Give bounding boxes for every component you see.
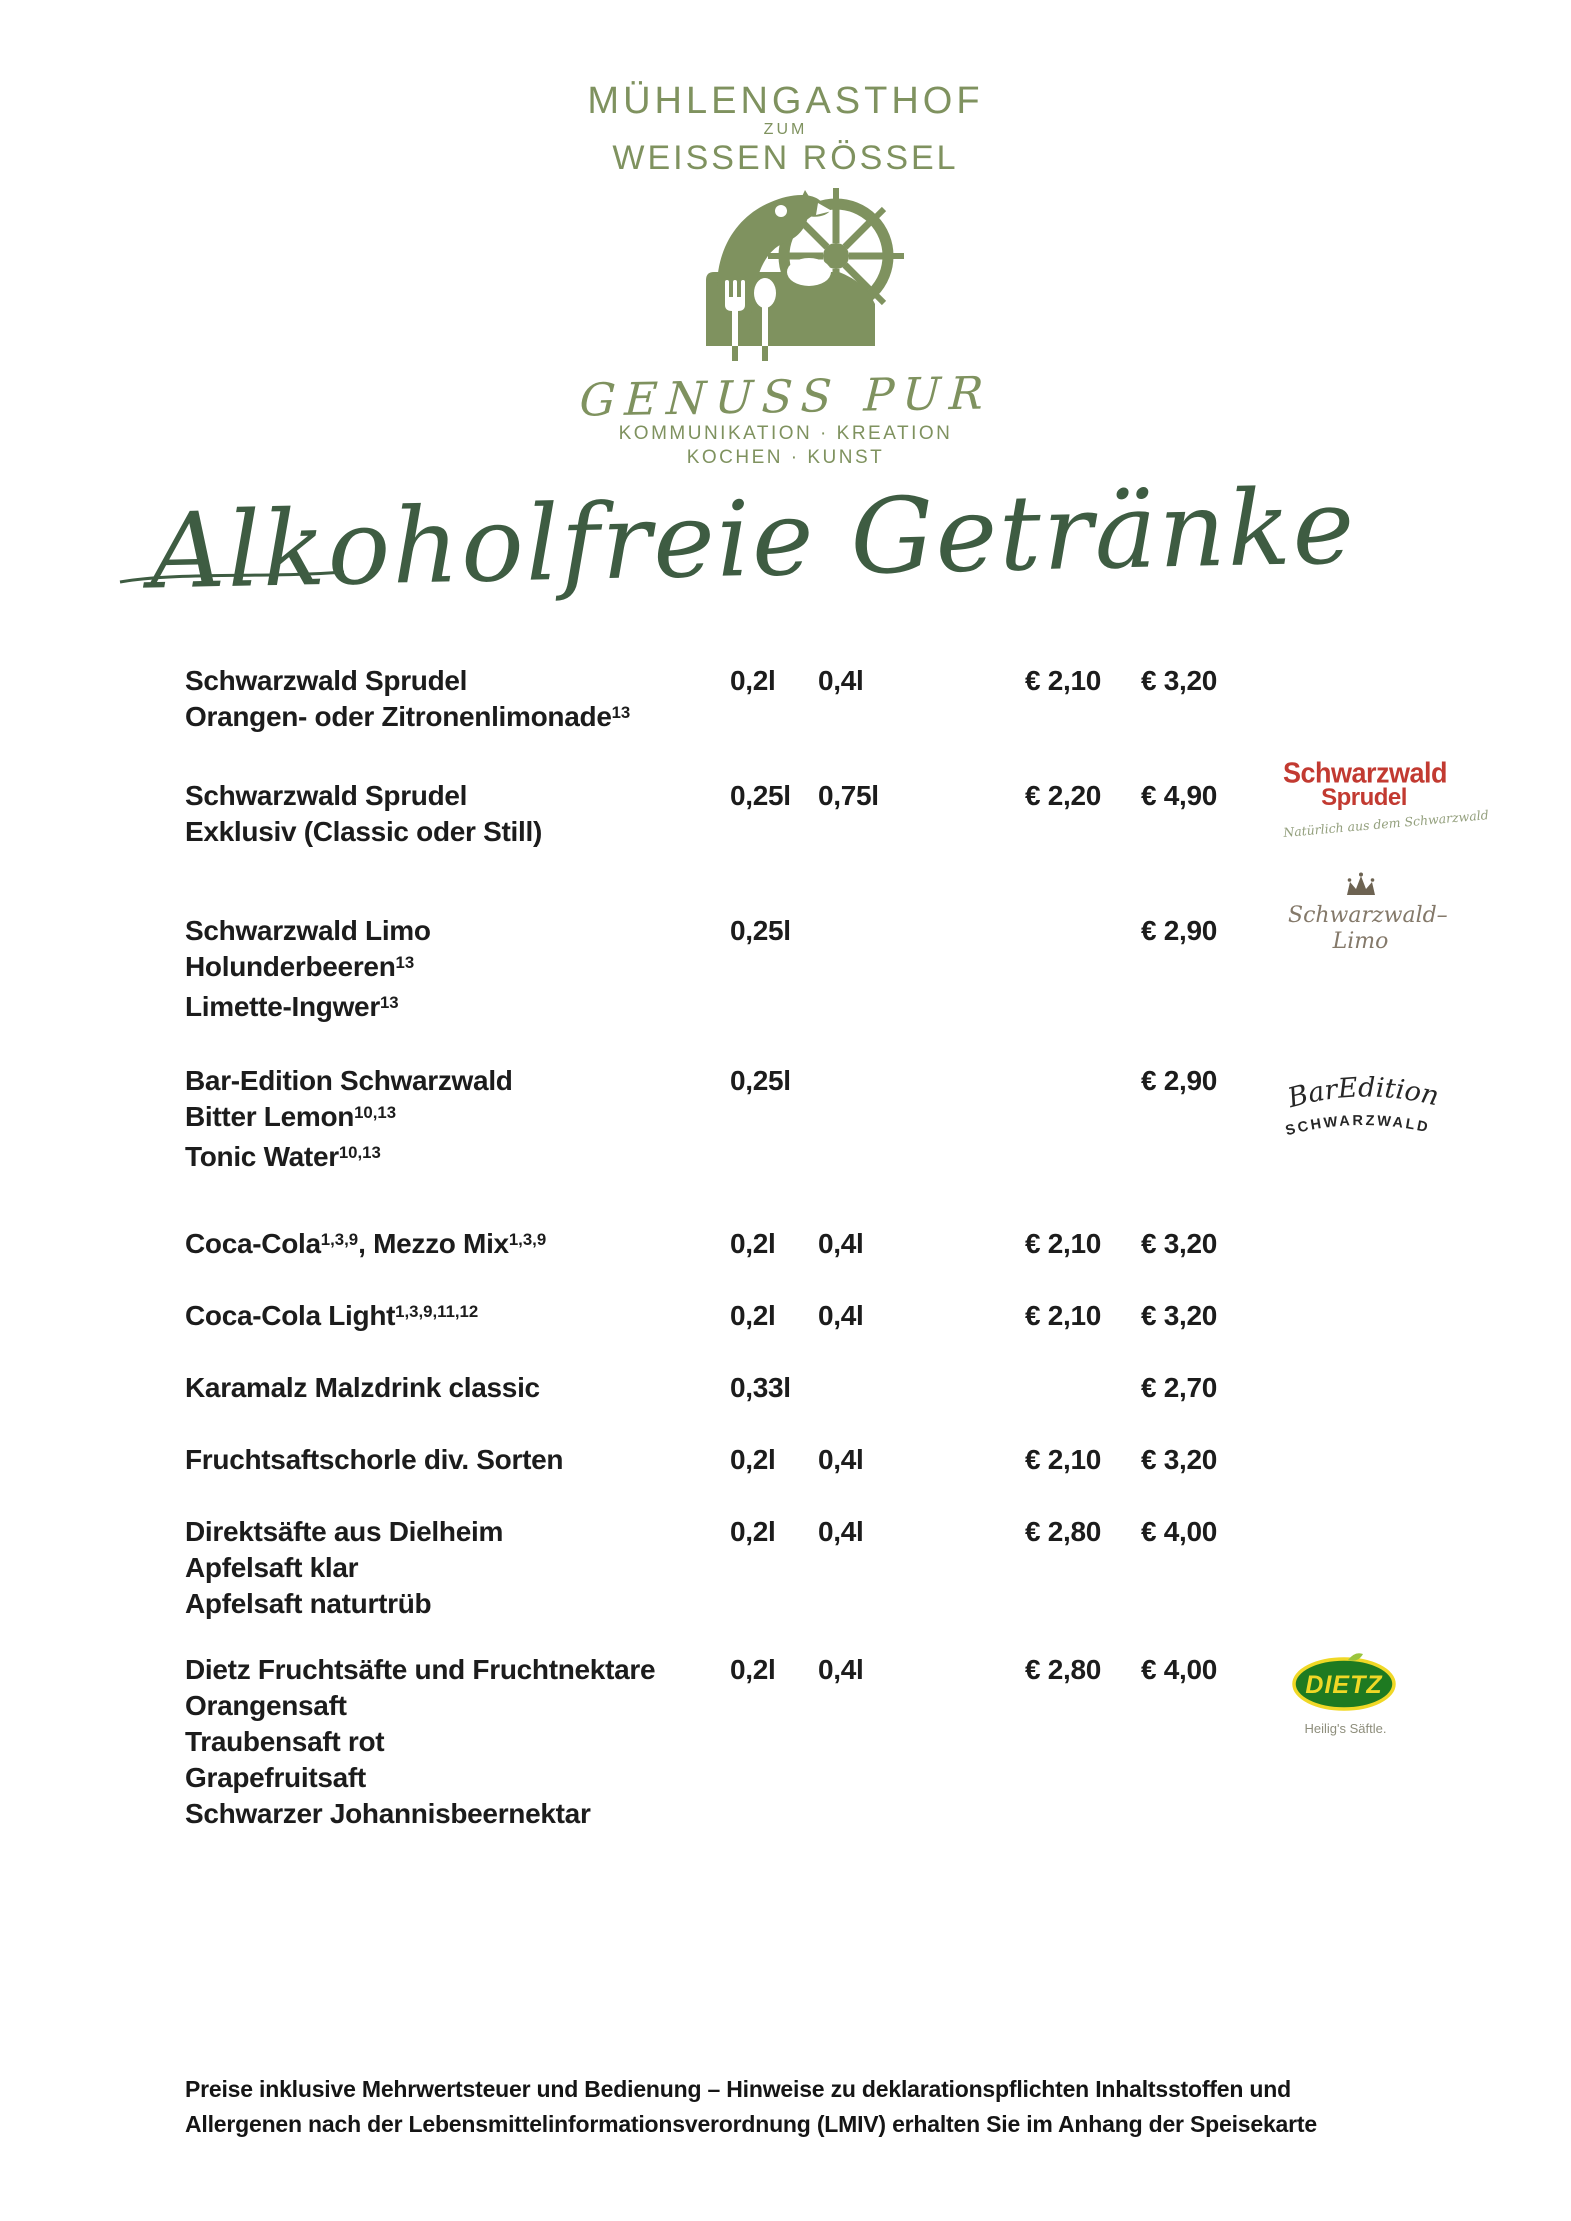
bar-edition-logo bbox=[1275, 1070, 1450, 1155]
item-price-1: € 2,10 bbox=[1025, 1300, 1102, 1331]
item-size-1: 0,2l bbox=[730, 1444, 776, 1475]
item-price-1: € 2,10 bbox=[1025, 1228, 1102, 1259]
item-name: Schwarzwald Sprudel Orangen- oder Zitronenlimonade$^{13}$ bbox=[185, 665, 631, 732]
sprudel-logo-line2: Sprudel bbox=[1321, 784, 1407, 811]
crown-icon bbox=[1341, 872, 1381, 898]
page-title: Alkoholfreie Getränke bbox=[148, 465, 1358, 613]
item-size-1: 0,25l bbox=[730, 780, 791, 811]
item-name: Schwarzwald Limo Holunderbeeren$^{13}$ Limette-Ingwer$^{13}$ bbox=[185, 915, 431, 1022]
menu-item-row bbox=[185, 913, 1475, 1029]
genuss-pur-script: GENUSS PUR bbox=[577, 366, 994, 427]
item-name: Bar-Edition Schwarzwald Bitter Lemon$^{10,13}$ Tonic Water$^{10,13}$ bbox=[185, 1065, 513, 1172]
item-price-2: € 4,00 bbox=[1141, 1654, 1218, 1685]
menu-item-row bbox=[185, 1442, 1475, 1478]
menu-item-row bbox=[185, 1298, 1475, 1338]
item-price-2: € 2,90 bbox=[1141, 915, 1218, 946]
menu-item-row bbox=[185, 778, 1490, 850]
menu-item-row bbox=[185, 663, 1475, 739]
item-price-1: € 2,80 bbox=[1025, 1516, 1102, 1547]
item-size-1: 0,2l bbox=[730, 1516, 776, 1547]
item-price-2: € 3,20 bbox=[1141, 1444, 1218, 1475]
restaurant-logo bbox=[661, 176, 911, 361]
bar-edition-arched-text bbox=[1275, 1070, 1450, 1150]
bar-logo-line1: BarEdition bbox=[1284, 1072, 1442, 1115]
item-price-2: € 3,20 bbox=[1141, 1300, 1218, 1331]
dietz-logo-tagline: Heilig's Säftle. bbox=[1304, 1721, 1387, 1736]
item-price-1: € 2,80 bbox=[1025, 1654, 1102, 1685]
item-size-1: 0,33l bbox=[730, 1372, 791, 1403]
item-price-2: € 4,00 bbox=[1141, 1516, 1218, 1547]
menu-item-row bbox=[185, 1226, 1475, 1266]
item-name: Karamalz Malzdrink classic bbox=[185, 1372, 540, 1403]
item-price-1: € 2,20 bbox=[1025, 780, 1102, 811]
schwarzwald-sprudel-logo bbox=[1282, 757, 1490, 841]
item-name: Coca-Cola Light$^{1,3,9,11,12}$ bbox=[185, 1300, 479, 1331]
restaurant-name-zum: ZUM bbox=[763, 121, 808, 138]
item-name: Coca-Cola$^{1,3,9}$, Mezzo Mix$^{1,3,9}$ bbox=[185, 1228, 547, 1259]
item-size-2: 0,4l bbox=[818, 1444, 864, 1475]
menu-item-row bbox=[185, 1514, 1475, 1622]
limo-logo-line2: Limo bbox=[1332, 929, 1389, 954]
item-size-1: 0,2l bbox=[730, 1300, 776, 1331]
header-tagline-1: KOMMUNIKATION · KREATION bbox=[618, 423, 953, 444]
item-size-2: 0,4l bbox=[818, 1228, 864, 1259]
restaurant-name: MÜHLENGASTHOF bbox=[587, 80, 984, 122]
svg-text:BarEdition bbox=[1284, 1072, 1442, 1114]
item-size-2: 0,4l bbox=[818, 1300, 864, 1331]
item-size-2: 0,75l bbox=[818, 780, 879, 811]
item-size-2: 0,4l bbox=[818, 1654, 864, 1685]
item-name: Direktsäfte aus Dielheim Apfelsaft klar Apfelsaft naturtrüb bbox=[185, 1516, 504, 1619]
sprudel-logo-line1: Schwarzwald bbox=[1283, 757, 1448, 789]
item-name: Fruchtsaftschorle div. Sorten bbox=[185, 1444, 564, 1475]
item-size-2: 0,4l bbox=[818, 1516, 864, 1547]
item-size-1: 0,25l bbox=[730, 1065, 791, 1096]
item-price-2: € 3,20 bbox=[1141, 1228, 1218, 1259]
item-price-2: € 2,90 bbox=[1141, 1065, 1218, 1096]
item-size-1: 0,25l bbox=[730, 915, 791, 946]
limo-logo-line1: Schwarzwald– bbox=[1288, 903, 1448, 928]
restaurant-name-roessel: WEISSEN RÖSSEL bbox=[612, 139, 959, 177]
item-size-2: 0,4l bbox=[818, 665, 864, 696]
item-price-2: € 2,70 bbox=[1141, 1372, 1218, 1403]
item-size-1: 0,2l bbox=[730, 665, 776, 696]
horse-millwheel-cutlery-icon bbox=[661, 176, 911, 361]
item-price-1: € 2,10 bbox=[1025, 1444, 1102, 1475]
sprudel-logo-tagline: Natürlich aus dem Schwarzwald bbox=[1282, 807, 1490, 841]
schwarzwald-limo-logo bbox=[1288, 872, 1448, 955]
footer-allergen-note: Preise inklusive Mehrwertsteuer und Bedienung – Hinweise zu deklarationspflichten Inhaltsstoffen und Allergenen nach der Lebensmittelinformationsverordnung (LMIV) erhalten Sie im Anhang der Speisekarte bbox=[185, 2076, 1317, 2137]
dietz-logo bbox=[1283, 1650, 1408, 1736]
svg-text:SCHWARZWALD bbox=[1284, 1113, 1431, 1139]
item-name: Schwarzwald Sprudel Exklusiv (Classic oder Still) bbox=[185, 780, 542, 847]
item-price-1: € 2,10 bbox=[1025, 665, 1102, 696]
dietz-ellipse-icon bbox=[1286, 1650, 1406, 1712]
header-tagline-2: KOCHEN · KUNST bbox=[686, 447, 885, 468]
item-price-2: € 3,20 bbox=[1141, 665, 1218, 696]
item-price-2: € 4,90 bbox=[1141, 780, 1218, 811]
item-name: Dietz Fruchtsäfte und Fruchtnektare Orangensaft Traubensaft rot Grapefruitsaft Schwarzer Johannisbeernektar bbox=[185, 1654, 656, 1829]
item-size-1: 0,2l bbox=[730, 1654, 776, 1685]
dietz-logo-name: DIETZ bbox=[1304, 1671, 1383, 1699]
menu-item-row bbox=[185, 1370, 1475, 1406]
menu-item-row bbox=[185, 1652, 1475, 1832]
item-size-1: 0,2l bbox=[730, 1228, 776, 1259]
bar-logo-line2: SCHWARZWALD bbox=[1283, 1112, 1432, 1140]
